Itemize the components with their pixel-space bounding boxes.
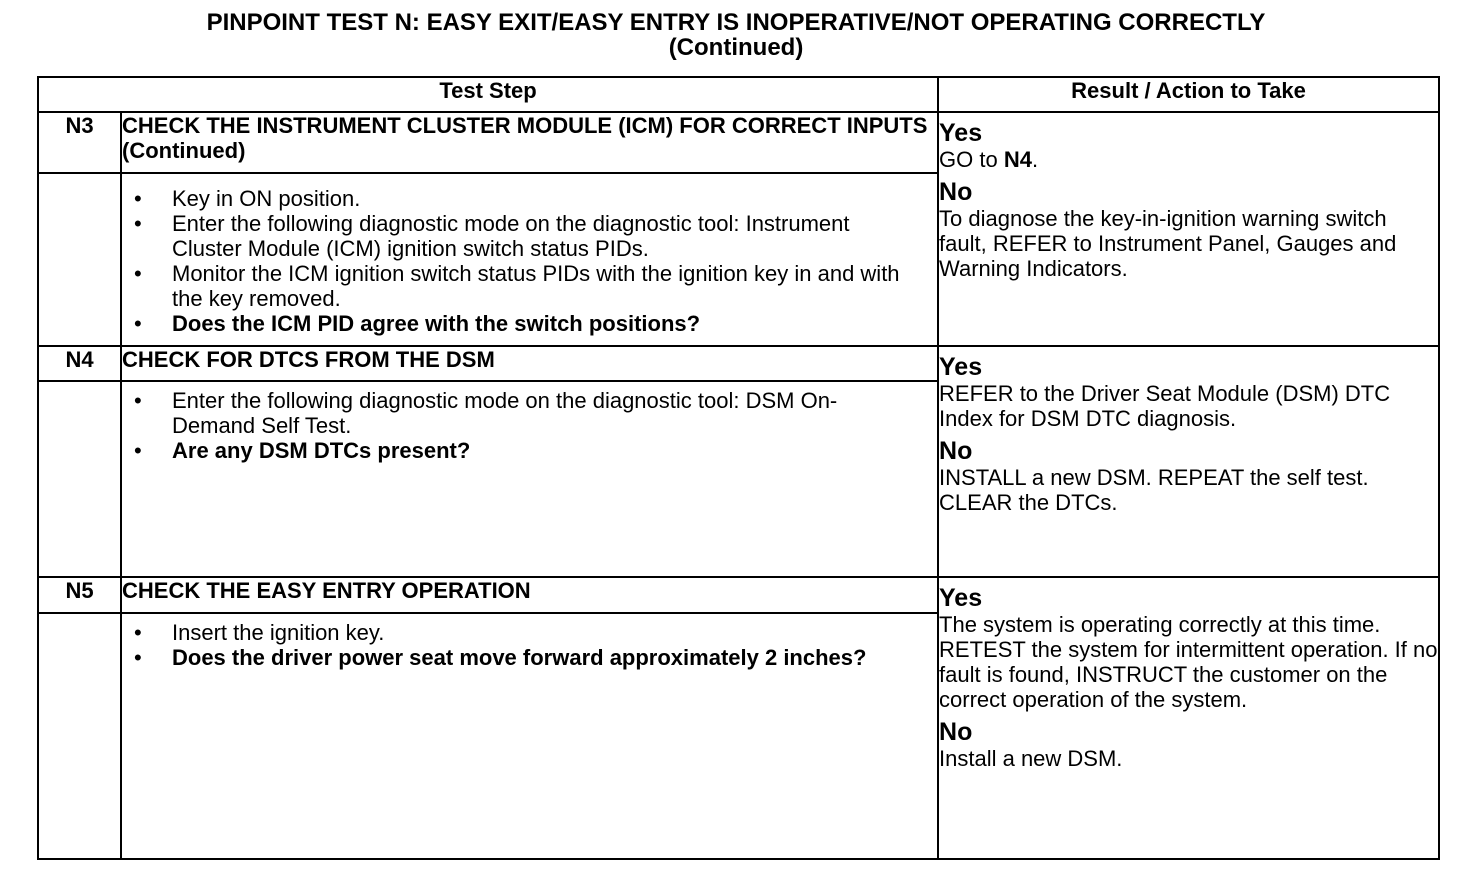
yes-action: REFER to the Driver Seat Module (DSM) DTC Index for DSM DTC diagnosis. <box>939 381 1391 431</box>
step-items <box>122 382 937 463</box>
step-n4-result <box>938 346 1439 577</box>
step-number: N3 <box>38 112 121 173</box>
step-body <box>121 613 938 859</box>
yes-action-text: GO to <box>939 147 1004 172</box>
header-test-step: Test Step <box>38 77 938 112</box>
list-item: • Enter the following diagnostic mode on the diagnostic tool: DSM On-Demand Self Test. <box>134 388 838 438</box>
list-item-question: • Does the driver power seat move forward approximately 2 inches? <box>134 645 867 670</box>
yes-action-suffix: . <box>1031 147 1039 172</box>
step-n3-result <box>938 112 1439 346</box>
list-item: • Enter the following diagnostic mode on the diagnostic tool: Instrument Cluster Module (ICM) ignition switch status PIDs. <box>134 211 850 261</box>
no-action: INSTALL a new DSM. REPEAT the self test. CLEAR the DTCs. <box>939 465 1369 515</box>
step-n5-result <box>938 577 1439 859</box>
step-title: CHECK THE INSTRUMENT CLUSTER MODULE (ICM) FOR CORRECT INPUTS (Continued) <box>121 112 938 173</box>
list-item: • Insert the ignition key. <box>134 620 385 645</box>
header-result: Result / Action to Take <box>938 77 1439 112</box>
step-number: N5 <box>38 577 121 613</box>
step-n4-title-row <box>38 346 1439 381</box>
list-item: • Monitor the ICM ignition switch status PIDs with the ignition key in and with the key removed. <box>134 261 900 311</box>
pinpoint-test-table <box>37 76 1440 860</box>
yes-label: Yes <box>939 119 983 147</box>
list-item-question: • Does the ICM PID agree with the switch positions? <box>134 311 701 336</box>
step-n3-title-row <box>38 112 1439 173</box>
yes-action: The system is operating correctly at this time. RETEST the system for intermittent operation. If no fault is found, INSTRUCT the customer on the correct operation of the system. <box>939 612 1438 712</box>
yes-action <box>939 147 1438 172</box>
step-body <box>121 381 938 577</box>
step-items <box>122 614 937 670</box>
no-action: Install a new DSM. <box>939 746 1123 771</box>
step-number: N4 <box>38 346 121 381</box>
step-number-blank <box>38 381 121 577</box>
no-label: No <box>939 718 973 746</box>
step-number-blank <box>38 173 121 346</box>
no-label: No <box>939 437 973 465</box>
step-n5-title-row <box>38 577 1439 613</box>
yes-label: Yes <box>939 584 983 612</box>
step-body <box>121 173 938 346</box>
step-number-blank <box>38 613 121 859</box>
header-row <box>38 77 1439 112</box>
no-label: No <box>939 178 973 206</box>
no-action: To diagnose the key-in-ignition warning switch fault, REFER to Instrument Panel, Gauges and Warning Indicators. <box>939 206 1397 281</box>
yes-action-step-ref: N4 <box>1003 147 1032 172</box>
list-item-question: • Are any DSM DTCs present? <box>134 438 471 463</box>
page-title <box>0 10 1472 60</box>
step-title: CHECK THE EASY ENTRY OPERATION <box>121 577 938 613</box>
step-items <box>122 174 937 336</box>
list-item: • Key in ON position. <box>134 186 361 211</box>
step-title: CHECK FOR DTCS FROM THE DSM <box>121 346 938 381</box>
yes-label: Yes <box>939 353 983 381</box>
title-line-1: PINPOINT TEST N: EASY EXIT/EASY ENTRY IS INOPERATIVE/NOT OPERATING CORRECTLY <box>206 9 1266 36</box>
title-line-2: (Continued) <box>668 34 804 61</box>
